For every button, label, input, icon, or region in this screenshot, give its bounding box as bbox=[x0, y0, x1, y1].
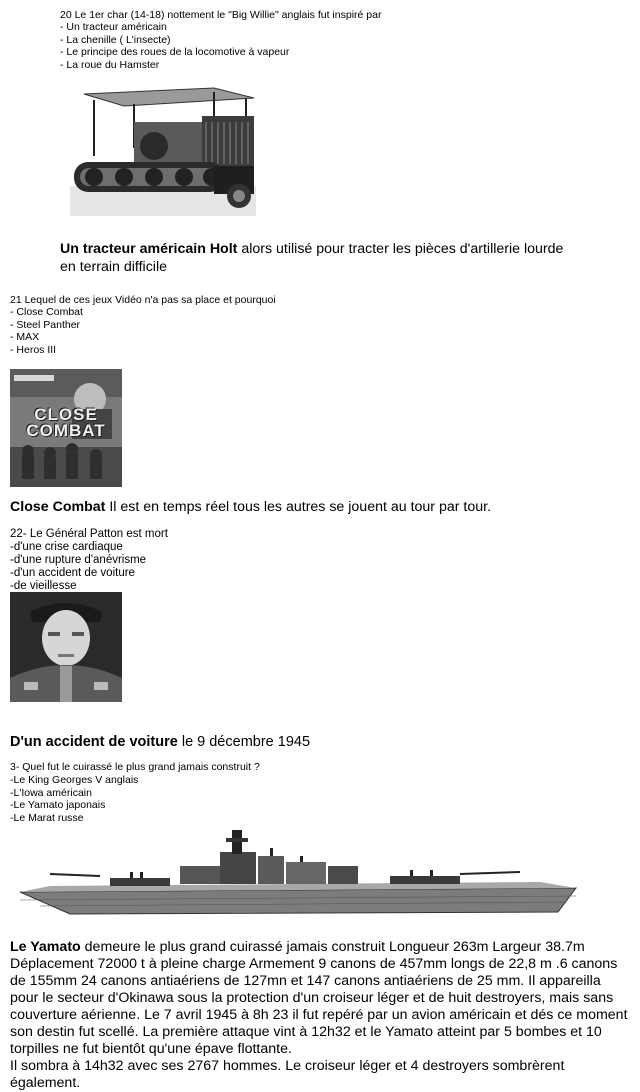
q23-options bbox=[10, 774, 138, 824]
q21-options bbox=[10, 306, 83, 356]
q23-option-1: -Le King Georges V anglais bbox=[10, 774, 139, 786]
q23-option-4: -Le Marat russe bbox=[10, 811, 84, 824]
yamato-ship-image bbox=[10, 826, 582, 920]
q22-option-4: -de vieillesse bbox=[10, 580, 77, 592]
q20-option-2: - La chenille ( L'insecte) bbox=[60, 33, 171, 46]
q21-option-3: - MAX bbox=[10, 331, 40, 343]
q22-answer-bold: D'un accident de voiture bbox=[10, 734, 178, 750]
q20-title: 20 Le 1er char (14-18) nottement le "Big Willie" anglais fut inspiré par bbox=[60, 9, 382, 21]
q20-answer-bold: Un tracteur américain Holt bbox=[60, 241, 238, 257]
close-combat-cover-title: CLOSE COMBAT bbox=[26, 405, 106, 440]
q23-answer-bold: Le Yamato bbox=[10, 939, 81, 955]
q22-title: 22- Le Général Patton est mort bbox=[10, 528, 168, 540]
q23-answer-last: Il sombra à 14h32 avec ses 2767 hommes. Le croiseur léger et 4 destroyers sombrèrent également. bbox=[10, 1058, 565, 1091]
q23-option-3: -Le Yamato japonais bbox=[10, 799, 106, 811]
q22-answer bbox=[10, 733, 610, 751]
q20-option-4: - La roue du Hamster bbox=[60, 58, 160, 71]
q20-answer-rest: alors utilisé pour tracter les pièces d'artillerie lourde en terrain difficile bbox=[60, 241, 564, 275]
patton-photo bbox=[10, 592, 122, 702]
q20-answer bbox=[60, 240, 580, 276]
q21-option-1: - Close Combat bbox=[10, 306, 83, 318]
q22-options bbox=[10, 541, 146, 593]
q20-option-3: - Le principe des roues de la locomotive à vapeur bbox=[60, 46, 290, 58]
q23-option-2: -L'Iowa américain bbox=[10, 786, 92, 799]
q22-option-2: -d'une rupture d'anévrisme bbox=[10, 554, 147, 566]
q21-answer bbox=[10, 498, 610, 516]
q23-answer-rest: demeure le plus grand cuirassé jamais construit Longueur 263m Largeur 38.7m Déplacement 72000 t à pleine charge Armement 9 canons de 457mm longs de 22,8 m .6 canons de 155mm 24 canons antiaériens de 127mn et 147 canons antiaériens de 25 mm. Il appareilla pour le secteur d'Okinawa sous la protection d'un croiseur léger et de huit destroyers, mais sans couverture aérienne. Le 7 avril 1945 à 8h 23 il fut repéré par un avion américain et dés ce moment son destin fut scellé. La première attaque vint à 12h32 et le Yamato atteint par 5 bombes et 10 torpilles ne fut bientôt qu'une épave flottante. bbox=[10, 939, 628, 1057]
q20-option-1: - Un tracteur américain bbox=[60, 21, 167, 33]
q23-answer bbox=[10, 939, 632, 1092]
q20-options bbox=[60, 21, 289, 71]
q21-option-4: - Heros III bbox=[10, 343, 57, 356]
holt-tractor-photo bbox=[64, 86, 260, 219]
q22-answer-rest: le 9 décembre 1945 bbox=[177, 734, 311, 750]
q21-option-2: - Steel Panther bbox=[10, 318, 81, 331]
q22-option-3: -d'un accident de voiture bbox=[10, 567, 135, 579]
q21-answer-bold: Close Combat bbox=[10, 499, 106, 515]
q21-answer-rest: Il est en temps réel tous les autres se jouent au tour par tour. bbox=[105, 499, 492, 515]
q21-title: 21 Lequel de ces jeux Vidéo n'a pas sa place et pourquoi bbox=[10, 294, 276, 306]
q23-title: 3- Quel fut le cuirassé le plus grand jamais construit ? bbox=[10, 761, 260, 773]
q22-option-1: -d'une crise cardiaque bbox=[10, 541, 123, 553]
close-combat-cover bbox=[10, 369, 122, 487]
